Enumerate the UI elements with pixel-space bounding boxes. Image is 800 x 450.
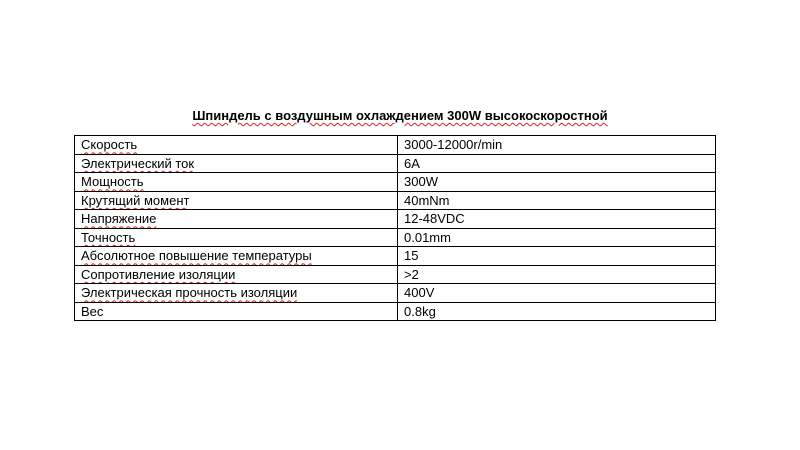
spec-parameter: Скорость <box>81 137 138 153</box>
document-title-text: Шпиндель с воздушным охлаждением 300W высокоскоростной <box>192 108 608 123</box>
spec-parameter-cell <box>75 136 398 155</box>
table-row <box>75 210 716 229</box>
table-row <box>75 247 716 266</box>
spec-parameter-cell <box>75 210 398 229</box>
spec-parameter-cell <box>75 284 398 303</box>
table-row <box>75 154 716 173</box>
spec-value-cell <box>398 265 716 284</box>
spec-value: 0.01mm <box>404 229 451 245</box>
spec-value: 0.8kg <box>404 303 436 319</box>
table-row <box>75 228 716 247</box>
spec-value-cell <box>398 173 716 192</box>
table-row <box>75 173 716 192</box>
spec-table <box>74 135 716 321</box>
spec-value: 12-48VDC <box>404 211 465 227</box>
spec-parameter: Абсолютное повышение температуры <box>81 248 312 264</box>
spec-parameter: Крутящий момент <box>81 192 190 208</box>
spec-value-cell <box>398 284 716 303</box>
spec-parameter: Электрический ток <box>81 155 195 171</box>
spec-parameter-cell <box>75 191 398 210</box>
spec-parameter: Мощность <box>81 174 144 190</box>
spec-value-cell <box>398 136 716 155</box>
spec-parameter-cell <box>75 302 398 321</box>
spec-parameter: Электрическая прочность изоляции <box>81 285 298 301</box>
spec-parameter: Сопротивление изоляции <box>81 266 236 282</box>
spec-parameter-cell <box>75 228 398 247</box>
table-row <box>75 265 716 284</box>
spec-value-cell <box>398 154 716 173</box>
spec-parameter: Вес <box>81 303 104 319</box>
table-row <box>75 302 716 321</box>
spec-value-cell <box>398 210 716 229</box>
spec-value: 3000-12000r/min <box>404 137 503 153</box>
spec-parameter-cell <box>75 265 398 284</box>
document-title <box>0 107 800 125</box>
spec-value-cell <box>398 247 716 266</box>
spec-parameter-cell <box>75 247 398 266</box>
spec-value: >2 <box>404 266 419 282</box>
spec-value: 40mNm <box>404 192 450 208</box>
spec-parameter-cell <box>75 173 398 192</box>
spec-parameter: Точность <box>81 229 136 245</box>
table-row <box>75 191 716 210</box>
table-row <box>75 136 716 155</box>
spec-value: 400V <box>404 285 435 301</box>
spec-value: 6A <box>404 155 420 171</box>
spec-parameter: Напряжение <box>81 211 157 227</box>
spec-value-cell <box>398 302 716 321</box>
table-row <box>75 284 716 303</box>
spec-value: 15 <box>404 248 419 264</box>
spec-parameter-cell <box>75 154 398 173</box>
spec-value: 300W <box>404 174 438 190</box>
spec-value-cell <box>398 191 716 210</box>
spec-value-cell <box>398 228 716 247</box>
